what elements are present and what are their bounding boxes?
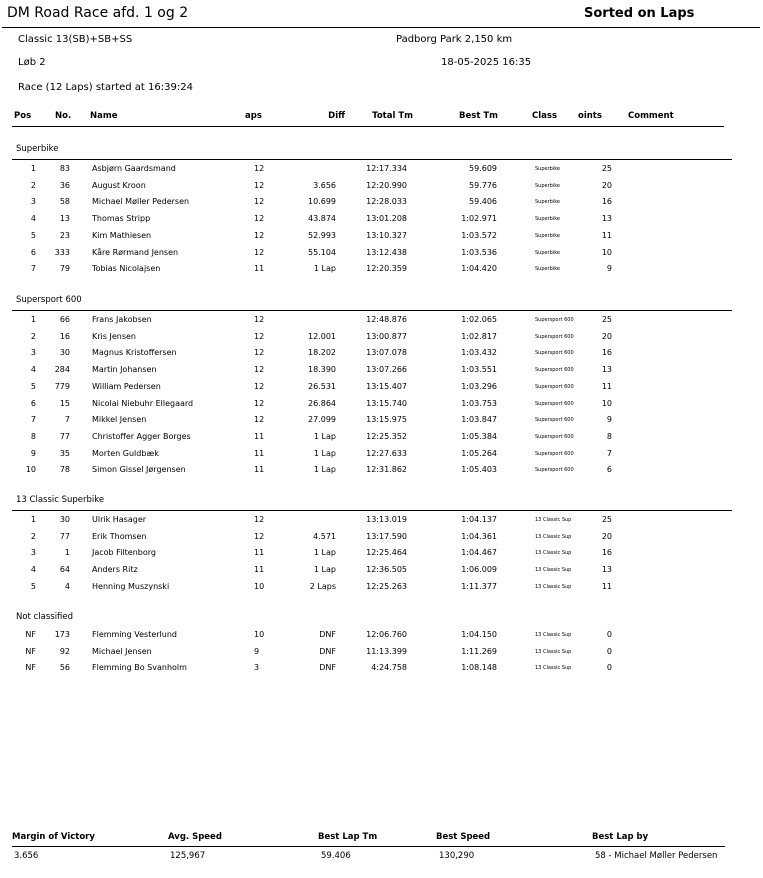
cell-pos: 4	[30, 365, 36, 375]
cell-pos: 1	[30, 515, 36, 524]
cell-class: Supersport 600	[535, 367, 574, 374]
cell-total: 12:20.990	[366, 180, 407, 190]
cell-laps: 12	[254, 247, 265, 257]
cell-name: Kåre Rørmand Jensen	[92, 247, 179, 257]
section-title: Not classified	[16, 612, 74, 622]
cell-points: 25	[601, 164, 612, 173]
cell-best: 1:03.847	[461, 415, 497, 425]
cell-diff: 1 Lap	[313, 465, 336, 475]
cell-no: 83	[59, 164, 70, 173]
cell-points: 9	[606, 415, 612, 425]
avg-speed-value: 125,967	[170, 851, 206, 861]
cell-points: 20	[601, 531, 612, 541]
cell-diff: 1 Lap	[313, 565, 336, 575]
cell-pos: 4	[30, 214, 36, 224]
cell-best: 1:05.384	[461, 431, 497, 441]
cell-no: 77	[59, 531, 70, 541]
cell-pos: 1	[30, 164, 36, 173]
cell-diff: 18.390	[308, 365, 336, 375]
cell-points: 0	[606, 663, 612, 673]
cell-best: 1:04.137	[461, 515, 497, 524]
cell-laps: 12	[254, 315, 265, 324]
cell-diff: 43.874	[308, 214, 336, 224]
cell-total: 13:13.019	[366, 515, 407, 524]
cell-pos: 5	[30, 230, 36, 240]
cell-diff: 10.699	[308, 197, 336, 207]
cell-no: 35	[59, 448, 70, 458]
col-name: Name	[90, 111, 118, 121]
cell-pos: 2	[30, 531, 36, 541]
cell-class: 13 Classic Sup	[535, 632, 572, 638]
cell-diff: 26.864	[308, 398, 336, 408]
cell-diff: DNF	[319, 630, 336, 639]
cell-total: 12:48.876	[366, 315, 407, 324]
cell-name: Kris Jensen	[92, 331, 136, 341]
cell-best: 1:08.148	[461, 663, 497, 673]
cell-laps: 12	[254, 398, 265, 408]
cell-total: 13:07.078	[366, 348, 407, 358]
cell-name: Erik Thomsen	[92, 531, 147, 541]
cell-total: 12:06.760	[366, 630, 407, 639]
cell-laps: 9	[254, 646, 260, 656]
cell-best: 1:03.572	[461, 230, 497, 240]
best-lap-label: Best Lap Tm	[318, 832, 378, 842]
cell-name: Kim Mathiesen	[92, 230, 152, 240]
cell-class: 13 Classic Sup	[535, 533, 572, 540]
sort-label: Sorted on Laps	[584, 6, 695, 21]
cell-points: 16	[601, 348, 612, 358]
cell-best: 1:11.377	[461, 581, 497, 591]
cell-total: 13:12.438	[366, 247, 407, 257]
cell-best: 1:03.536	[461, 247, 497, 257]
cell-total: 12:36.505	[366, 565, 407, 575]
cell-class: Supersport 600	[535, 450, 574, 457]
cell-name: Magnus Kristoffersen	[92, 348, 177, 358]
cell-pos: NF	[25, 630, 36, 639]
cell-class: 13 Classic Sup	[535, 583, 572, 590]
race-name: Løb 2	[18, 57, 46, 68]
cell-pos: 8	[30, 431, 36, 441]
cell-no: 36	[59, 180, 70, 190]
cell-diff: 18.202	[308, 348, 336, 358]
cell-total: 13:15.740	[366, 398, 407, 408]
cell-points: 7	[606, 448, 612, 458]
cell-points: 10	[601, 247, 612, 257]
cell-best: 1:04.361	[461, 531, 497, 541]
cell-laps: 11	[254, 448, 265, 458]
cell-no: 30	[59, 348, 70, 358]
best-speed-label: Best Speed	[436, 832, 491, 842]
cell-class: Supersport 600	[535, 333, 574, 340]
cell-pos: 3	[30, 548, 36, 558]
cell-no: 15	[59, 398, 70, 408]
cell-no: 1	[64, 548, 70, 558]
cell-pos: 6	[30, 247, 36, 257]
cell-points: 16	[601, 197, 612, 207]
cell-no: 779	[54, 381, 70, 391]
cell-pos: 5	[30, 581, 36, 591]
cell-best: 1:02.971	[461, 214, 497, 224]
cell-total: 13:15.975	[366, 415, 407, 425]
cell-laps: 12	[254, 197, 265, 207]
cell-points: 13	[601, 214, 612, 224]
cell-pos: 7	[30, 264, 36, 274]
cell-diff: 1 Lap	[313, 264, 336, 274]
cell-total: 13:07.266	[366, 365, 407, 375]
cell-best: 1:05.264	[461, 448, 497, 458]
best-lap-value: 59.406	[321, 851, 351, 861]
section-title: Superbike	[16, 144, 59, 154]
cell-no: 30	[59, 515, 70, 524]
cell-pos: 3	[30, 197, 36, 207]
cell-best: 1:02.065	[461, 315, 497, 324]
cell-total: 4:24.758	[371, 663, 407, 673]
cell-laps: 10	[254, 581, 265, 591]
cell-laps: 11	[254, 431, 265, 441]
cell-class: Superbike	[535, 182, 561, 189]
cell-points: 11	[601, 230, 612, 240]
cell-best: 59.406	[469, 197, 497, 207]
cell-diff: 27.099	[308, 415, 336, 425]
cell-best: 1:03.753	[461, 398, 497, 408]
cell-pos: 7	[30, 415, 36, 425]
cell-class: 13 Classic Sup	[535, 648, 572, 655]
cell-best: 1:05.403	[461, 465, 497, 475]
cell-points: 6	[606, 465, 612, 475]
col-laps: aps	[245, 111, 262, 121]
cell-class: 13 Classic Sup	[535, 550, 572, 557]
cell-diff: DNF	[319, 646, 336, 656]
cell-class: 13 Classic Sup	[535, 567, 572, 574]
cell-points: 0	[606, 646, 612, 656]
cell-total: 12:25.464	[366, 548, 407, 558]
cell-points: 16	[601, 548, 612, 558]
avg-speed-label: Avg. Speed	[168, 832, 222, 842]
cell-total: 12:25.352	[366, 431, 407, 441]
col-comment: Comment	[628, 111, 674, 121]
cell-name: August Kroon	[92, 180, 146, 190]
cell-class: 13 Classic Sup	[535, 517, 572, 523]
cell-pos: 5	[30, 381, 36, 391]
cell-name: Anders Ritz	[92, 565, 138, 575]
cell-no: 13	[59, 214, 70, 224]
cell-total: 12:27.633	[366, 448, 407, 458]
cell-best: 1:04.467	[461, 548, 497, 558]
cell-total: 12:17.334	[366, 164, 407, 173]
col-points: oints	[578, 111, 602, 121]
cell-no: 173	[54, 630, 70, 639]
cell-diff: 52.993	[308, 230, 336, 240]
cell-no: 23	[59, 230, 70, 240]
cell-points: 11	[601, 581, 612, 591]
cell-class: Superbike	[535, 266, 561, 273]
cell-total: 12:20.359	[366, 264, 407, 274]
cell-total: 13:00.877	[366, 331, 407, 341]
cell-no: 77	[59, 431, 70, 441]
cell-laps: 12	[254, 164, 265, 173]
col-pos: Pos	[14, 111, 32, 121]
cell-points: 13	[601, 565, 612, 575]
cell-laps: 12	[254, 214, 265, 224]
cell-class: 13 Classic Sup	[535, 665, 572, 672]
cell-total: 13:15.407	[366, 381, 407, 391]
cell-pos: 2	[30, 331, 36, 341]
cell-points: 0	[606, 630, 612, 639]
cell-class: Superbike	[535, 249, 561, 256]
cell-laps: 12	[254, 415, 265, 425]
cell-total: 12:28.033	[366, 197, 407, 207]
cell-best: 1:03.296	[461, 381, 497, 391]
cell-class: Supersport 600	[535, 467, 574, 474]
cell-name: Frans Jakobsen	[92, 315, 152, 324]
cell-laps: 12	[254, 180, 265, 190]
cell-no: 333	[54, 247, 70, 257]
cell-total: 12:31.862	[366, 465, 407, 475]
cell-best: 1:06.009	[461, 565, 497, 575]
header-divider	[2, 27, 760, 28]
cell-points: 10	[601, 398, 612, 408]
col-no: No.	[55, 111, 72, 121]
cell-diff: 3.656	[313, 180, 336, 190]
cell-pos: 4	[30, 565, 36, 575]
cell-total: 13:17.590	[366, 531, 407, 541]
cell-pos: 9	[30, 448, 36, 458]
cell-name: Flemming Vesterlund	[92, 630, 177, 639]
cell-laps: 12	[254, 365, 265, 375]
section-title: 13 Classic Superbike	[16, 495, 105, 505]
cell-name: Asbjørn Gaardsmand	[92, 164, 176, 173]
cell-diff: 4.571	[313, 531, 336, 541]
cell-points: 25	[601, 315, 612, 324]
cell-pos: NF	[25, 646, 36, 656]
cell-name: Michael Møller Pedersen	[92, 197, 190, 207]
margin-value: 3.656	[14, 851, 39, 861]
cell-laps: 12	[254, 381, 265, 391]
cell-class: Superbike	[535, 216, 561, 223]
best-lap-by-value: 58 - Michael Møller Pedersen	[595, 851, 718, 861]
cell-best: 1:03.551	[461, 365, 497, 375]
cell-total: 13:01.208	[366, 214, 407, 224]
section-divider	[12, 310, 732, 311]
cell-pos: 2	[30, 180, 36, 190]
cell-diff: 1 Lap	[313, 431, 336, 441]
cell-name: Michael Jensen	[92, 646, 152, 656]
col-best: Best Tm	[459, 111, 498, 121]
cell-best: 1:03.432	[461, 348, 497, 358]
race-datetime: 18-05-2025 16:35	[441, 57, 532, 68]
cell-class: Supersport 600	[535, 417, 574, 424]
cell-no: 56	[59, 663, 70, 673]
section-divider	[12, 510, 732, 511]
cell-laps: 10	[254, 630, 265, 639]
cell-no: 78	[59, 465, 70, 475]
cell-no: 64	[59, 565, 70, 575]
cell-points: 9	[606, 264, 612, 274]
col-diff: Diff	[328, 111, 345, 121]
cell-class: Supersport 600	[535, 400, 574, 407]
cell-name: Nicolai Niebuhr Ellegaard	[92, 398, 194, 408]
cell-name: Simon Gissel Jørgensen	[92, 465, 186, 475]
cell-class: Supersport 600	[535, 350, 574, 357]
cell-total: 11:13.399	[366, 646, 407, 656]
cell-points: 11	[601, 381, 612, 391]
cell-laps: 11	[254, 565, 265, 575]
cell-no: 66	[59, 315, 70, 324]
cell-no: 79	[59, 264, 70, 274]
cell-pos: 10	[25, 465, 36, 475]
cell-laps: 12	[254, 331, 265, 341]
cell-best: 1:04.420	[461, 264, 497, 274]
class-name: Classic 13(SB)+SB+SS	[18, 34, 133, 45]
report-title: DM Road Race afd. 1 og 2	[7, 5, 189, 21]
best-speed-value: 130,290	[439, 851, 475, 861]
cell-name: Henning Muszynski	[92, 581, 170, 591]
track-name: Padborg Park 2,150 km	[396, 34, 513, 45]
cell-class: Superbike	[535, 199, 561, 206]
column-header-divider	[12, 126, 724, 127]
cell-name: Christoffer Agger Borges	[92, 431, 191, 441]
cell-best: 59.776	[469, 180, 497, 190]
cell-name: Tobias Nicolajsen	[92, 264, 161, 274]
cell-laps: 12	[254, 230, 265, 240]
cell-no: 7	[64, 415, 70, 425]
cell-laps: 11	[254, 264, 265, 274]
cell-name: Flemming Bo Svanholm	[92, 663, 187, 673]
cell-name: Martin Johansen	[92, 365, 157, 375]
cell-diff: 2 Laps	[309, 581, 336, 591]
footer-divider	[12, 846, 725, 847]
cell-laps: 11	[254, 465, 265, 475]
col-total: Total Tm	[372, 111, 413, 121]
cell-pos: 3	[30, 348, 36, 358]
best-lap-by-label: Best Lap by	[592, 832, 649, 842]
cell-no: 58	[59, 197, 70, 207]
cell-best: 59.609	[469, 164, 497, 173]
cell-diff: 12.001	[308, 331, 336, 341]
cell-name: Mikkel Jensen	[92, 415, 147, 425]
cell-no: 92	[59, 646, 70, 656]
cell-points: 20	[601, 331, 612, 341]
cell-points: 20	[601, 180, 612, 190]
cell-class: Supersport 600	[535, 433, 574, 440]
cell-name: Thomas Stripp	[92, 214, 151, 224]
col-class: Class	[532, 111, 558, 121]
cell-total: 12:25.263	[366, 581, 407, 591]
cell-pos: NF	[25, 663, 36, 673]
cell-class: Superbike	[535, 166, 561, 172]
cell-diff: 26.531	[308, 381, 336, 391]
cell-laps: 11	[254, 548, 265, 558]
cell-points: 8	[606, 431, 612, 441]
cell-best: 1:04.150	[461, 630, 497, 639]
cell-laps: 12	[254, 515, 265, 524]
section-divider	[12, 159, 732, 160]
cell-name: Ulrik Hasager	[92, 515, 147, 524]
cell-name: William Pedersen	[92, 381, 161, 391]
cell-diff: 1 Lap	[313, 448, 336, 458]
cell-diff: DNF	[319, 663, 336, 673]
cell-class: Superbike	[535, 232, 561, 239]
cell-laps: 12	[254, 348, 265, 358]
cell-no: 4	[64, 581, 70, 591]
cell-diff: 1 Lap	[313, 548, 336, 558]
cell-name: Morten Guldbæk	[92, 448, 159, 458]
cell-name: Jacob Filtenborg	[92, 548, 156, 558]
cell-total: 13:10.327	[366, 230, 407, 240]
cell-best: 1:02.817	[461, 331, 497, 341]
cell-diff: 55.104	[308, 247, 336, 257]
margin-label: Margin of Victory	[12, 832, 95, 842]
cell-points: 13	[601, 365, 612, 375]
cell-class: Supersport 600	[535, 383, 574, 390]
cell-no: 16	[59, 331, 70, 341]
cell-pos: 6	[30, 398, 36, 408]
cell-pos: 1	[30, 315, 36, 324]
section-title: Supersport 600	[16, 295, 82, 305]
race-start: Race (12 Laps) started at 16:39:24	[18, 82, 193, 93]
cell-class: Supersport 600	[535, 317, 574, 323]
cell-points: 25	[601, 515, 612, 524]
cell-laps: 3	[254, 663, 260, 673]
cell-best: 1:11.269	[461, 646, 497, 656]
cell-laps: 12	[254, 531, 265, 541]
cell-no: 284	[54, 365, 70, 375]
